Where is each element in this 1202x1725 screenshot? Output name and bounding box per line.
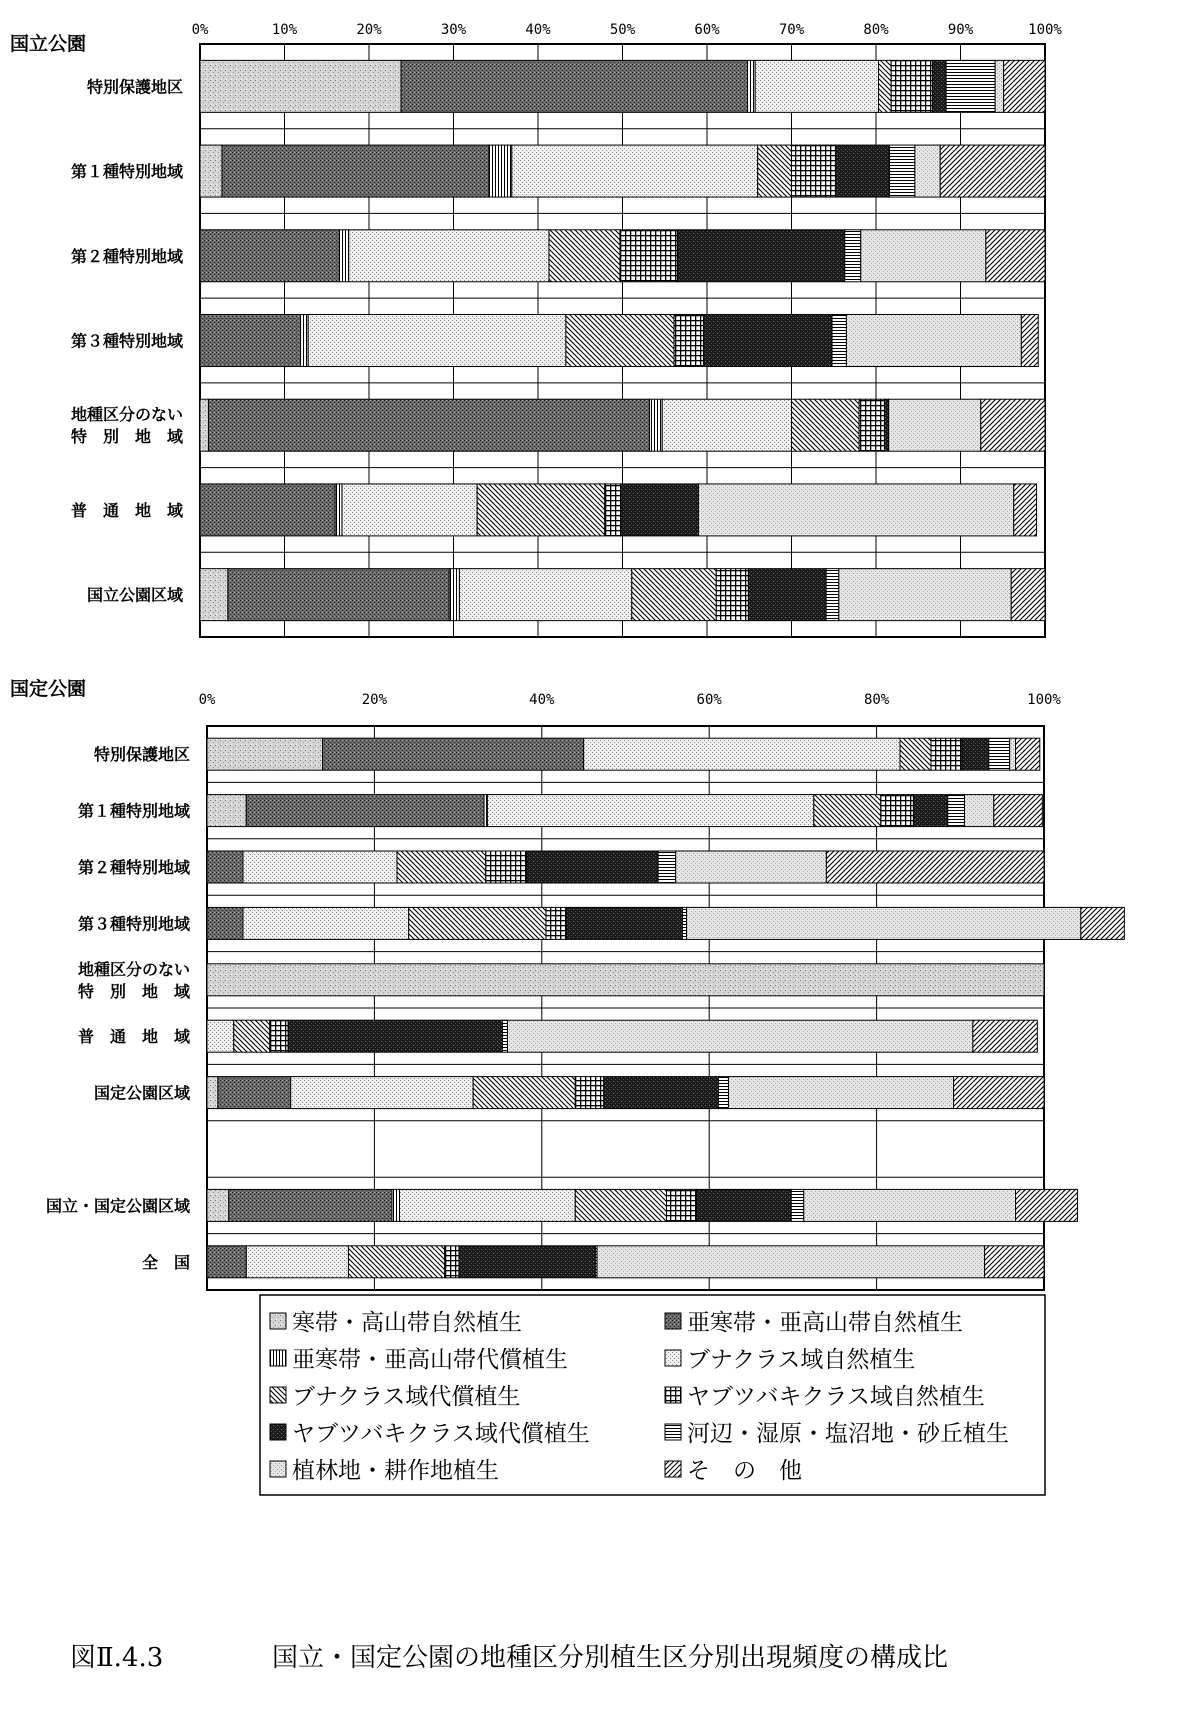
bar-segment bbox=[207, 851, 243, 883]
category-label: 第１種特別地域 bbox=[77, 801, 190, 821]
bar-segment bbox=[200, 315, 301, 367]
bar-segment bbox=[243, 851, 397, 883]
bar-segment bbox=[879, 60, 892, 112]
caption-number: 図Ⅱ.4.3 bbox=[70, 1643, 164, 1673]
x-tick-label: 10% bbox=[271, 22, 298, 38]
bar-segment bbox=[620, 230, 677, 282]
bar-segment bbox=[835, 145, 889, 197]
bar-segment bbox=[1021, 315, 1038, 367]
bar-segment bbox=[604, 1077, 719, 1109]
category-label: 第１種特別地域 bbox=[70, 162, 183, 182]
bar-segment bbox=[948, 795, 965, 827]
category-label: 第３種特別地域 bbox=[70, 331, 183, 351]
legend-label: ヤブツバキクラス域自然植生 bbox=[687, 1384, 985, 1410]
legend-label: そ の 他 bbox=[687, 1458, 802, 1484]
bar-segment bbox=[349, 230, 549, 282]
category-label: 全 国 bbox=[141, 1252, 190, 1272]
bar-segment bbox=[473, 1077, 575, 1109]
legend-swatch bbox=[665, 1424, 681, 1440]
bar-segment bbox=[342, 484, 477, 536]
bar-segment bbox=[915, 145, 940, 197]
bar-segment bbox=[575, 1189, 666, 1221]
x-tick-label: 90% bbox=[947, 22, 974, 38]
bar-segment bbox=[484, 795, 487, 827]
legend-swatch bbox=[270, 1350, 286, 1366]
x-tick-label: 40% bbox=[525, 22, 551, 38]
x-tick-label: 0% bbox=[198, 692, 216, 708]
bar-segment bbox=[973, 1020, 1037, 1052]
category-label: 国立公園区域 bbox=[86, 585, 183, 605]
chart-title: 国立公園 bbox=[10, 33, 87, 55]
bar-segment bbox=[687, 907, 1081, 939]
bar-segment bbox=[889, 399, 981, 451]
bar-segment bbox=[985, 1246, 1044, 1278]
bar-segment bbox=[1016, 738, 1040, 770]
bar-segment bbox=[846, 315, 1021, 367]
bar-segment bbox=[861, 230, 986, 282]
bar-segment bbox=[748, 60, 756, 112]
bar-segment bbox=[207, 1246, 246, 1278]
bar-segment bbox=[913, 795, 947, 827]
bar-segment bbox=[575, 1077, 603, 1109]
legend-label: ブナクラス域代償植生 bbox=[292, 1384, 521, 1410]
bar-segment bbox=[597, 1246, 985, 1278]
category-label: 国定公園区域 bbox=[93, 1083, 190, 1103]
category-label: 特 別 地 域 bbox=[77, 981, 190, 1001]
bar-segment bbox=[566, 907, 682, 939]
bar-segment bbox=[940, 145, 1045, 197]
bar-segment bbox=[546, 907, 566, 939]
bar-segment bbox=[995, 60, 1003, 112]
bar-segment bbox=[946, 60, 995, 112]
bar-segment bbox=[792, 145, 836, 197]
x-tick-label: 40% bbox=[529, 692, 555, 708]
bar-segment bbox=[716, 569, 748, 621]
bar-segment bbox=[207, 795, 246, 827]
bar-segment bbox=[986, 230, 1045, 282]
bar-segment bbox=[246, 795, 484, 827]
bar-segment bbox=[718, 1077, 728, 1109]
category-label: 第２種特別地域 bbox=[70, 246, 183, 266]
bar-segment bbox=[900, 738, 931, 770]
bar-segment bbox=[755, 60, 878, 112]
x-tick-label: 100% bbox=[1027, 692, 1061, 708]
bar-segment bbox=[662, 399, 791, 451]
bar-segment bbox=[621, 484, 699, 536]
x-tick-label: 60% bbox=[696, 692, 722, 708]
bar-segment bbox=[200, 230, 339, 282]
legend-swatch bbox=[665, 1350, 681, 1366]
bar-segment bbox=[962, 738, 989, 770]
bar-segment bbox=[677, 230, 844, 282]
bar-segment bbox=[222, 145, 489, 197]
bar-segment bbox=[931, 738, 962, 770]
bar-segment bbox=[605, 484, 621, 536]
bar-segment bbox=[489, 145, 512, 197]
bar-segment bbox=[891, 60, 932, 112]
category-label: 第２種特別地域 bbox=[77, 858, 190, 877]
legend-label: 植林地・耕作地植生 bbox=[292, 1458, 499, 1484]
bar-segment bbox=[502, 1020, 507, 1052]
bar-segment bbox=[200, 60, 401, 112]
bar-segment bbox=[459, 569, 631, 621]
bar-segment bbox=[890, 145, 915, 197]
bar-segment bbox=[1081, 907, 1125, 939]
x-tick-label: 0% bbox=[191, 22, 209, 38]
legend bbox=[260, 1295, 1045, 1495]
bar-segment bbox=[832, 315, 846, 367]
bar-segment bbox=[1010, 738, 1016, 770]
bar-segment bbox=[301, 315, 309, 367]
legend-swatch bbox=[665, 1387, 681, 1403]
bar-segment bbox=[348, 1246, 444, 1278]
bar-segment bbox=[697, 1189, 792, 1221]
bar-segment bbox=[981, 399, 1045, 451]
bar-segment bbox=[704, 315, 832, 367]
bar-segment bbox=[758, 145, 792, 197]
bar-segment bbox=[200, 484, 335, 536]
bar-segment bbox=[218, 1077, 291, 1109]
category-label: 普 通 地 域 bbox=[70, 500, 183, 520]
bar-segment bbox=[477, 484, 605, 536]
legend-swatch bbox=[665, 1461, 681, 1477]
bar-segment bbox=[658, 851, 676, 883]
bar-segment bbox=[291, 1077, 473, 1109]
bar-segment bbox=[207, 964, 1044, 996]
legend-label: 河辺・湿原・塩沼地・砂丘植生 bbox=[687, 1421, 1009, 1447]
bar-segment bbox=[748, 569, 826, 621]
bar-segment bbox=[208, 399, 649, 451]
bar-segment bbox=[512, 145, 758, 197]
bar-segment bbox=[288, 1020, 502, 1052]
category-label: 国立・国定公園区域 bbox=[45, 1196, 190, 1216]
bar-segment bbox=[246, 1246, 348, 1278]
x-tick-label: 50% bbox=[609, 22, 636, 38]
bar-segment bbox=[954, 1077, 1044, 1109]
x-tick-label: 70% bbox=[778, 22, 805, 38]
bar-segment bbox=[207, 1020, 234, 1052]
legend-swatch bbox=[665, 1313, 681, 1329]
category-label: 特別保護地区 bbox=[93, 745, 190, 765]
bar-segment bbox=[1016, 1189, 1078, 1221]
bar-segment bbox=[933, 60, 947, 112]
bar-segment bbox=[826, 569, 839, 621]
bar-segment bbox=[682, 907, 686, 939]
bar-segment bbox=[826, 851, 1044, 883]
bar-segment bbox=[207, 738, 323, 770]
bar-segment bbox=[243, 907, 409, 939]
bar-segment bbox=[1014, 484, 1037, 536]
bar-segment bbox=[339, 230, 348, 282]
chart-quasi-national-parks bbox=[10, 677, 1124, 1290]
bar-segment bbox=[964, 795, 993, 827]
bar-segment bbox=[566, 315, 674, 367]
legend-label: 寒帯・高山帯自然植生 bbox=[292, 1310, 522, 1336]
legend-swatch bbox=[270, 1461, 286, 1477]
bar-segment bbox=[207, 1077, 218, 1109]
bar-segment bbox=[881, 795, 914, 827]
bar-segment bbox=[449, 569, 459, 621]
bar-segment bbox=[584, 738, 900, 770]
bar-segment bbox=[400, 1189, 576, 1221]
bar-segment bbox=[884, 399, 888, 451]
legend-label: ヤブツバキクラス域代償植生 bbox=[292, 1421, 590, 1447]
bar-segment bbox=[459, 1246, 595, 1278]
legend-label: 亜寒帯・亜高山帯代償植生 bbox=[292, 1347, 568, 1373]
legend-label: 亜寒帯・亜高山帯自然植生 bbox=[687, 1310, 963, 1336]
bar-segment bbox=[397, 851, 486, 883]
bar-segment bbox=[699, 484, 1014, 536]
bar-segment bbox=[549, 230, 620, 282]
bar-segment bbox=[270, 1020, 288, 1052]
category-label: 特別保護地区 bbox=[86, 77, 183, 97]
x-tick-label: 30% bbox=[440, 22, 467, 38]
x-tick-label: 60% bbox=[694, 22, 720, 38]
bar-segment bbox=[234, 1020, 270, 1052]
legend-label: ブナクラス域自然植生 bbox=[687, 1347, 916, 1373]
chart-national-parks bbox=[10, 22, 1062, 637]
x-tick-label: 20% bbox=[356, 22, 382, 38]
bar-segment bbox=[228, 569, 449, 621]
category-label: 普 通 地 域 bbox=[77, 1027, 190, 1047]
bar-segment bbox=[650, 399, 663, 451]
bar-segment bbox=[804, 1189, 1016, 1221]
category-label: 地種区分のない bbox=[70, 405, 183, 425]
bar-segment bbox=[486, 851, 527, 883]
bar-segment bbox=[676, 851, 827, 883]
bar-segment bbox=[792, 399, 860, 451]
bar-segment bbox=[527, 851, 658, 883]
bar-segment bbox=[1011, 569, 1045, 621]
bar-segment bbox=[392, 1189, 400, 1221]
legend-swatch bbox=[270, 1424, 286, 1440]
bar-segment bbox=[200, 145, 222, 197]
bar-segment bbox=[1004, 60, 1045, 112]
bar-segment bbox=[409, 907, 546, 939]
bar-segment bbox=[200, 569, 228, 621]
x-tick-label: 100% bbox=[1028, 22, 1062, 38]
chart-title: 国定公園 bbox=[10, 678, 87, 700]
bar-segment bbox=[487, 795, 813, 827]
category-label: 第３種特別地域 bbox=[77, 914, 190, 934]
bar-segment bbox=[200, 399, 208, 451]
bar-segment bbox=[207, 1189, 229, 1221]
bar-segment bbox=[994, 795, 1043, 827]
bar-segment bbox=[728, 1077, 953, 1109]
figure-caption bbox=[70, 1643, 948, 1673]
bar-segment bbox=[507, 1020, 972, 1052]
bar-segment bbox=[401, 60, 747, 112]
category-label: 特 別 地 域 bbox=[70, 427, 183, 447]
bar-segment bbox=[989, 738, 1010, 770]
legend-swatch bbox=[270, 1313, 286, 1329]
bar-segment bbox=[674, 315, 704, 367]
legend-swatch bbox=[270, 1387, 286, 1403]
category-label: 地種区分のない bbox=[77, 959, 190, 979]
x-tick-label: 80% bbox=[863, 692, 890, 708]
x-tick-label: 20% bbox=[361, 692, 388, 708]
bar-segment bbox=[335, 484, 342, 536]
bar-segment bbox=[839, 569, 1011, 621]
bar-segment bbox=[445, 1246, 459, 1278]
bar-segment bbox=[667, 1189, 697, 1221]
bar-segment bbox=[859, 399, 884, 451]
bar-segment bbox=[814, 795, 881, 827]
x-tick-label: 80% bbox=[863, 22, 889, 38]
caption-text: 国立・国定公園の地種区分別植生区分別出現頻度の構成比 bbox=[272, 1643, 949, 1673]
bar-segment bbox=[308, 315, 566, 367]
bar-segment bbox=[845, 230, 861, 282]
bar-segment bbox=[229, 1189, 392, 1221]
bar-segment bbox=[791, 1189, 804, 1221]
bar-segment bbox=[632, 569, 717, 621]
bar-segment bbox=[207, 907, 243, 939]
bar-segment bbox=[323, 738, 584, 770]
